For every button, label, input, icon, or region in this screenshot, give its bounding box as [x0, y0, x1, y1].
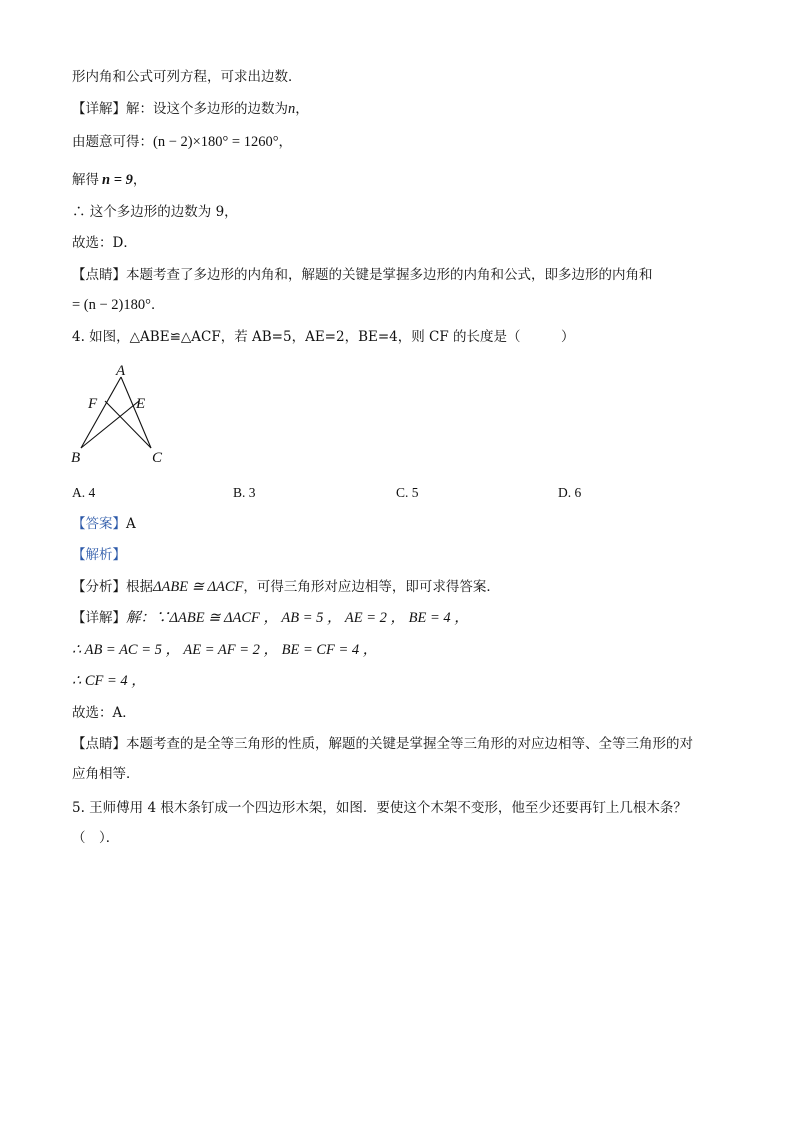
comment-text: 本题考查了多边形的内角和，解题的关键是掌握多边形的内角和公式，即多边形的内角和	[126, 267, 653, 283]
q5-question: 5. 王师傅用 4 根木条钉成一个四边形木架，如图．要使这个木架不变形，他至少还要再钉上几根木条？	[72, 800, 687, 816]
detail-text: 解：设这个多边形的边数为	[126, 101, 288, 117]
q4-detail-line1	[72, 609, 469, 627]
prev-choose: 故选：D．	[72, 235, 137, 251]
comment-tag: 【点睛】	[72, 267, 126, 283]
triangle-figure	[66, 360, 176, 470]
answer-tag: 【答案】	[72, 516, 126, 532]
solve-math: n = 9	[102, 172, 133, 188]
solve-end: ，	[132, 172, 147, 188]
eq-math: (n − 2)×180° = 1260°	[153, 134, 279, 150]
label-b: B	[71, 450, 81, 466]
prev-equation-line	[72, 133, 292, 151]
q4-detail-tag: 【详解】	[72, 610, 126, 626]
option-b: B. 3	[233, 485, 256, 500]
q4-comment-cont: 应角相等．	[72, 766, 140, 782]
label-e: E	[136, 396, 146, 412]
eq-lead: 由题意可得：	[72, 134, 153, 150]
q4-answer-line	[72, 515, 136, 533]
q4-choose: 故选：A．	[72, 705, 136, 721]
q4-detail-line3: ∴ CF = 4 ，	[72, 673, 146, 689]
comment-formula: = (n − 2)180°	[72, 297, 151, 313]
prev-comment-formula-line	[72, 296, 164, 314]
option-c: C. 5	[396, 485, 419, 500]
analysis-tag: 【解析】	[72, 547, 126, 563]
detail-var: n	[288, 101, 296, 117]
q4-detail-math1: 解：∵ΔABE ≅ ΔACF ， AB = 5 ， AE = 2 ， BE = 4 ，	[126, 610, 469, 626]
detail-end: ，	[295, 101, 309, 117]
prev-solve-line	[72, 171, 146, 189]
q4-fenxi-line	[72, 578, 500, 596]
fenxi-tag: 【分析】	[72, 579, 126, 595]
q4-question: 4. 如图，△ABE≌△ACF，若 AB=5，AE=2，BE=4，则 CF 的长度是（ ）	[72, 329, 575, 345]
label-f: F	[88, 396, 98, 412]
detail-tag: 【详解】	[72, 101, 126, 117]
eq-end: ，	[278, 134, 293, 150]
comment-end: ．	[150, 297, 165, 313]
q4-comment	[72, 735, 693, 753]
option-a: A. 4	[72, 485, 96, 500]
q4-comment-text: 本题考查的是全等三角形的性质，解题的关键是掌握全等三角形的对应边相等、全等三角形的对	[126, 736, 693, 752]
label-c: C	[152, 450, 163, 466]
q5-question-cont: （ ）．	[72, 830, 120, 846]
solve-lead: 解得	[72, 172, 99, 188]
q4-comment-tag: 【点睛】	[72, 736, 126, 752]
fenxi-math: ΔABE ≅ ΔACF	[153, 579, 244, 595]
q4-detail-line2: ∴ AB = AC = 5 ， AE = AF = 2 ， BE = CF = 4 ，	[72, 642, 378, 658]
prev-intro: 形内角和公式可列方程，可求出边数．	[72, 69, 302, 85]
label-a: A	[116, 363, 126, 379]
option-d: D. 6	[558, 485, 582, 500]
q4-analysis-line	[72, 546, 126, 564]
prev-detail-line	[72, 100, 309, 118]
fenxi-lead: 根据	[126, 579, 153, 595]
segment-ab	[81, 377, 121, 448]
answer-value: A	[126, 516, 136, 532]
fenxi-text: ，可得三角形对应边相等，即可求得答案．	[243, 579, 500, 595]
prev-therefore: ∴ 这个多边形的边数为 9，	[72, 204, 238, 220]
prev-comment	[72, 266, 653, 284]
